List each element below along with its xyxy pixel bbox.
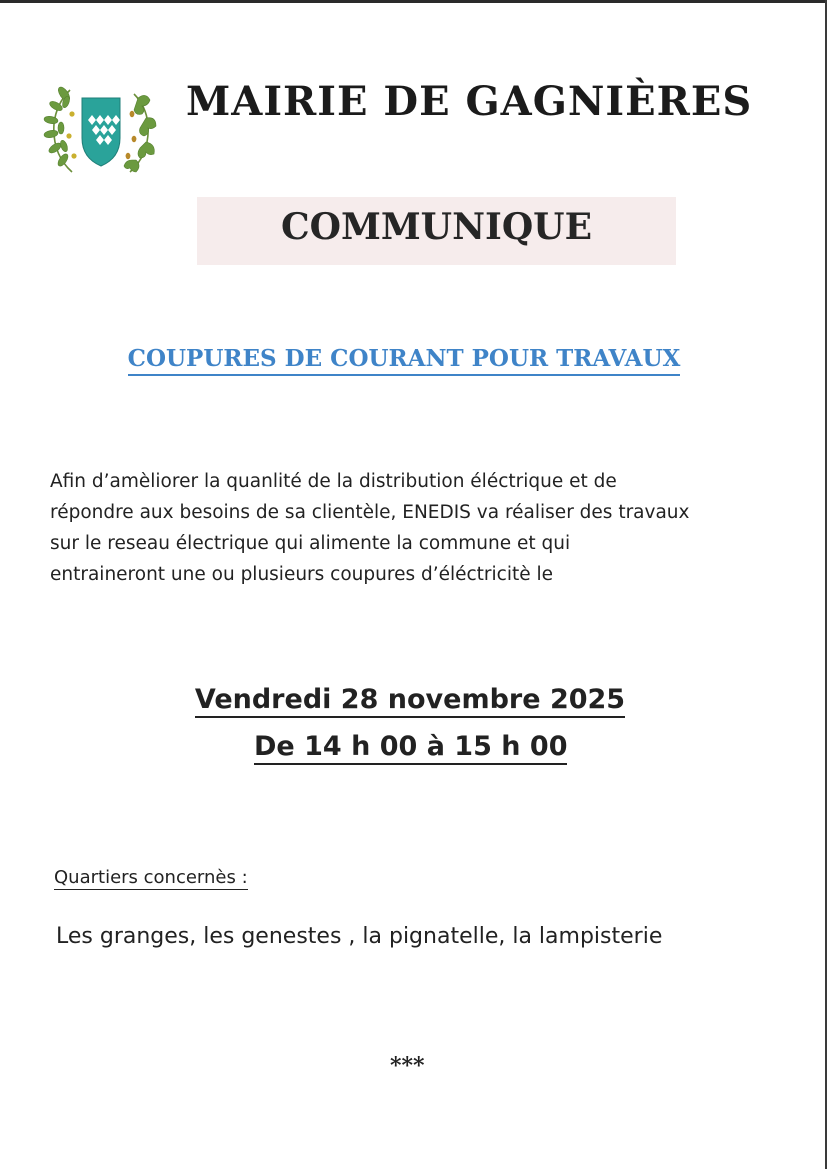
announcement-body <box>50 466 770 590</box>
subject-heading <box>104 345 704 372</box>
communique-title: COMMUNIQUE <box>280 206 593 248</box>
body-line-4: entraineront une ou plusieurs coupures d’éléctricitè le <box>50 564 554 585</box>
subject-heading-text: COUPURES DE COURANT POUR TRAVAUX <box>128 345 681 376</box>
body-line-1: Afin d’amèliorer la quanlité de la distribution éléctrique et de <box>50 471 617 492</box>
outage-date-text: Vendredi 28 novembre 2025 <box>195 684 625 718</box>
mairie-title: MAIRIE DE GAGNIÈRES <box>186 78 753 125</box>
body-line-3: sur le reseau électrique qui alimente la commune et qui <box>50 533 571 554</box>
quartiers-list: Les granges, les genestes , la pignatelle, la lampisterie <box>56 924 663 949</box>
footer-separator: *** <box>390 1053 425 1079</box>
quartiers-label <box>54 867 248 888</box>
quartiers-label-text: Quartiers concernès : <box>54 867 248 888</box>
outage-date <box>190 684 630 715</box>
municipal-crest-logo <box>42 84 160 176</box>
outage-time-text: De 14 h 00 à 15 h 00 <box>254 731 567 765</box>
outage-time <box>190 731 630 762</box>
scan-top-edge <box>0 0 827 3</box>
body-line-2: répondre aux besoins de sa clientèle, ENEDIS va réaliser des travaux <box>50 502 690 523</box>
